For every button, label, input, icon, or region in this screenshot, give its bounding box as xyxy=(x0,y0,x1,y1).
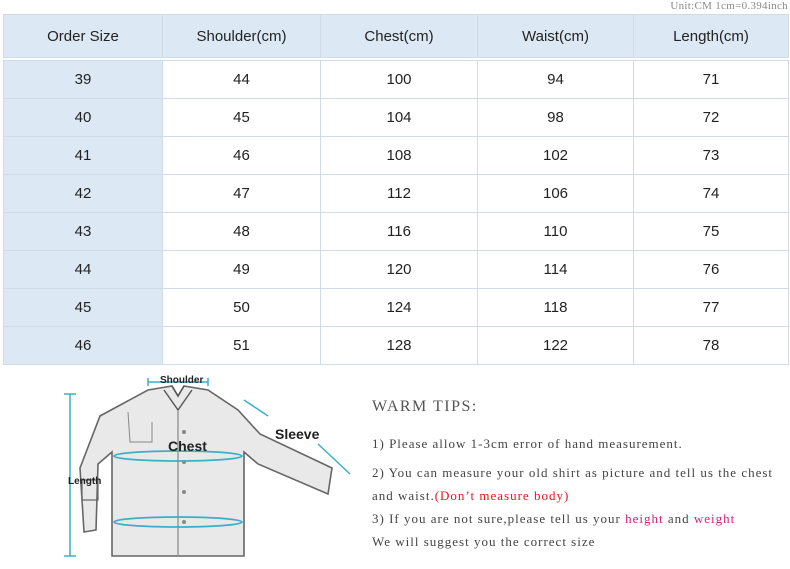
tips-title: WARM TIPS: xyxy=(372,398,478,415)
measurement-cell: 49 xyxy=(163,251,321,289)
measurement-cell: 110 xyxy=(478,213,634,251)
size-cell: 42 xyxy=(4,175,163,213)
size-chart-table xyxy=(3,14,789,365)
unit-note: Unit:CM 1cm=0.394inch xyxy=(670,0,788,12)
measurement-cell: 112 xyxy=(321,175,478,213)
table-row xyxy=(4,251,789,289)
measurement-cell: 78 xyxy=(634,327,789,365)
measurement-cell: 106 xyxy=(478,175,634,213)
table-row xyxy=(4,213,789,251)
measurement-cell: 50 xyxy=(163,289,321,327)
header-chest: Chest(cm) xyxy=(321,15,478,58)
table-row xyxy=(4,137,789,175)
tip-2-text: 2) You can measure your old shirt as picture and tell us the chest and waist. xyxy=(372,465,774,503)
header-length: Length(cm) xyxy=(634,15,789,58)
measurement-cell: 100 xyxy=(321,61,478,99)
length-label: Length xyxy=(68,476,102,487)
measurement-cell: 94 xyxy=(478,61,634,99)
tip-3-height: height xyxy=(625,511,664,526)
size-cell: 45 xyxy=(4,289,163,327)
tip-2-warning: (Don’t measure body) xyxy=(434,488,570,503)
warm-tips xyxy=(372,398,784,553)
header-order-size: Order Size xyxy=(4,15,163,58)
size-cell: 46 xyxy=(4,327,163,365)
measurement-cell: 71 xyxy=(634,61,789,99)
size-cell: 41 xyxy=(4,137,163,175)
measurement-cell: 122 xyxy=(478,327,634,365)
shoulder-label: Shoulder xyxy=(160,375,204,386)
measurement-cell: 128 xyxy=(321,327,478,365)
size-cell: 40 xyxy=(4,99,163,137)
measurement-cell: 77 xyxy=(634,289,789,327)
measurement-cell: 47 xyxy=(163,175,321,213)
measurement-cell: 44 xyxy=(163,61,321,99)
size-cell: 43 xyxy=(4,213,163,251)
measurement-cell: 114 xyxy=(478,251,634,289)
measurement-cell: 72 xyxy=(634,99,789,137)
tip-1: 1) Please allow 1-3cm error of hand measurement. xyxy=(372,436,683,451)
measurement-cell: 45 xyxy=(163,99,321,137)
measurement-cell: 116 xyxy=(321,213,478,251)
tip-2 xyxy=(372,461,784,507)
sleeve-measure-line xyxy=(244,400,268,416)
tip-3-weight: weight xyxy=(693,511,736,526)
sleeve-label: Sleeve xyxy=(275,426,320,442)
measurement-cell: 102 xyxy=(478,137,634,175)
table-header-row xyxy=(4,15,789,58)
table-row xyxy=(4,99,789,137)
measurement-cell: 48 xyxy=(163,213,321,251)
tip-3-suffix: We will suggest you the correct size xyxy=(372,534,596,549)
measurement-cell: 76 xyxy=(634,251,789,289)
header-waist: Waist(cm) xyxy=(478,15,634,58)
table-row xyxy=(4,61,789,99)
tip-3-and: and xyxy=(663,511,694,526)
table-row xyxy=(4,327,789,365)
size-cell: 39 xyxy=(4,61,163,99)
tip-3-prefix: 3) If you are not sure,please tell us your xyxy=(372,511,626,526)
measurement-cell: 74 xyxy=(634,175,789,213)
tip-3 xyxy=(372,507,784,553)
measurement-cell: 124 xyxy=(321,289,478,327)
shirt-outline xyxy=(80,386,332,556)
size-cell: 44 xyxy=(4,251,163,289)
table-row xyxy=(4,289,789,327)
measurement-cell: 46 xyxy=(163,137,321,175)
measurement-cell: 118 xyxy=(478,289,634,327)
measurement-cell: 75 xyxy=(634,213,789,251)
header-shoulder: Shoulder(cm) xyxy=(163,15,321,58)
measurement-cell: 104 xyxy=(321,99,478,137)
measurement-cell: 108 xyxy=(321,137,478,175)
shirt-measurement-diagram xyxy=(60,372,355,564)
table-row xyxy=(4,175,789,213)
measurement-cell: 51 xyxy=(163,327,321,365)
measurement-cell: 98 xyxy=(478,99,634,137)
measurement-cell: 120 xyxy=(321,251,478,289)
chest-label: Chest xyxy=(168,438,207,454)
measurement-cell: 73 xyxy=(634,137,789,175)
